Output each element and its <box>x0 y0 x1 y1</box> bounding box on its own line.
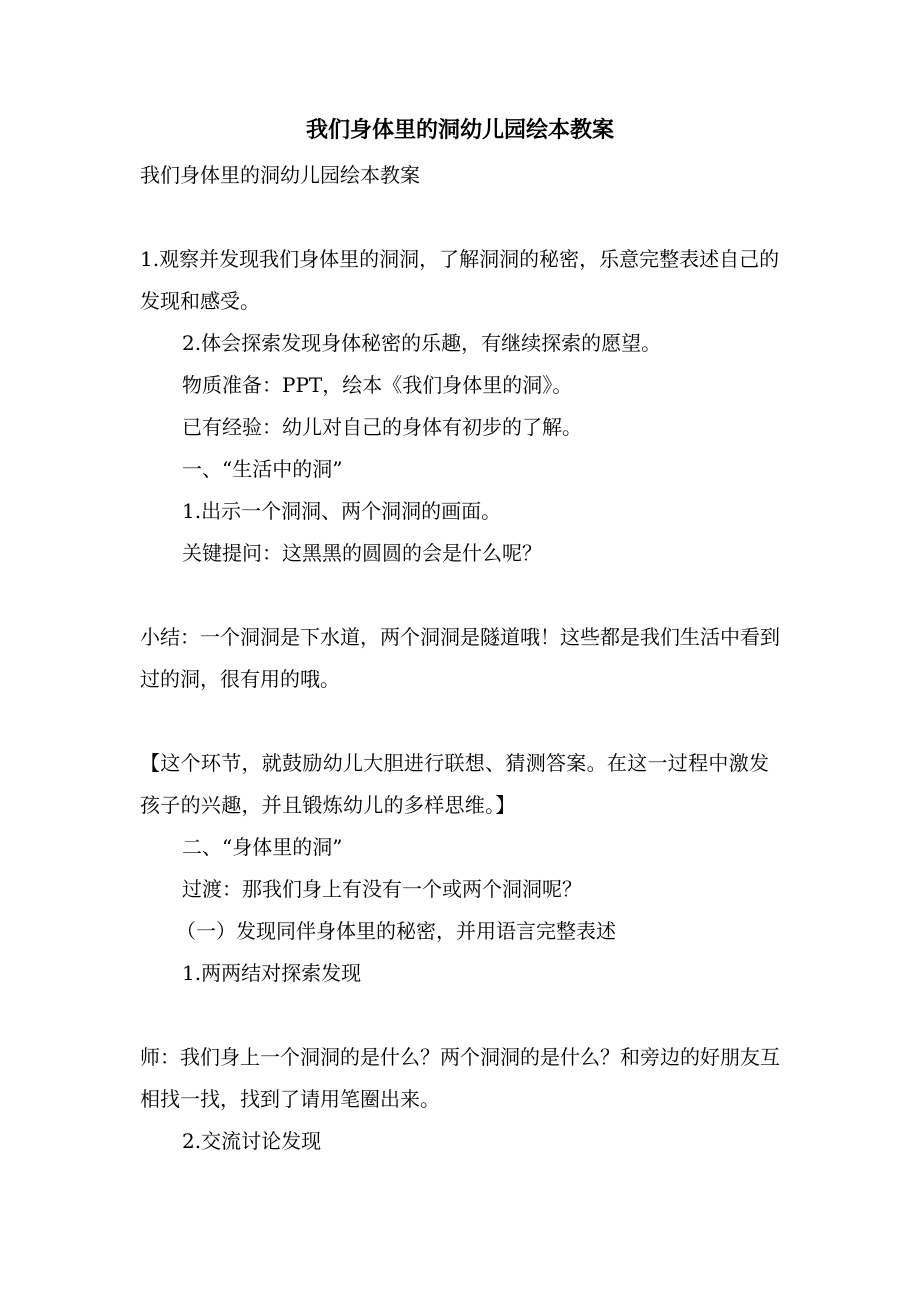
transition-paragraph: 过渡：那我们身上有没有一个或两个洞洞呢？ <box>182 877 582 901</box>
objective-2-paragraph: 2.体会探索发现身体秘密的乐趣，有继续探索的愿望。 <box>182 331 662 355</box>
key-question-paragraph: 关键提问：这黑黑的圆圆的会是什么呢？ <box>182 541 542 565</box>
summary-paragraph: 小结：一个洞洞是下水道，两个洞洞是隧道哦！这些都是我们生活中看到过的洞，很有用的哦。 <box>140 625 780 691</box>
discussion-paragraph: 2.交流讨论发现 <box>182 1129 322 1153</box>
pair-explore-paragraph: 1.两两结对探索发现 <box>182 961 362 985</box>
document-title: 我们身体里的洞幼儿园绘本教案 <box>305 117 614 143</box>
step-1-paragraph: 1.出示一个洞洞、两个洞洞的画面。 <box>182 499 502 523</box>
experience-paragraph: 已有经验：幼儿对自己的身体有初步的了解。 <box>182 415 582 439</box>
subsection-1-heading: （一）发现同伴身体里的秘密，并用语言完整表述 <box>176 919 616 943</box>
materials-paragraph: 物质准备：PPT，绘本《我们身体里的洞》。 <box>182 373 573 397</box>
teacher-paragraph: 师：我们身上一个洞洞的是什么？两个洞洞的是什么？和旁边的好朋友互相找一找，找到了请用笔圈出来。 <box>140 1045 780 1111</box>
section-2-heading: 二、“身体里的洞” <box>182 835 343 859</box>
objective-1-paragraph: 1.观察并发现我们身体里的洞洞，了解洞洞的秘密，乐意完整表述自己的发现和感受。 <box>140 247 780 313</box>
section-1-heading: 一、“生活中的洞” <box>182 457 343 481</box>
subtitle-paragraph: 我们身体里的洞幼儿园绘本教案 <box>140 163 420 187</box>
note-paragraph: 【这个环节，就鼓励幼儿大胆进行联想、猜测答案。在这一过程中激发孩子的兴趣，并且锻炼幼儿的多样思维。】 <box>140 751 770 817</box>
